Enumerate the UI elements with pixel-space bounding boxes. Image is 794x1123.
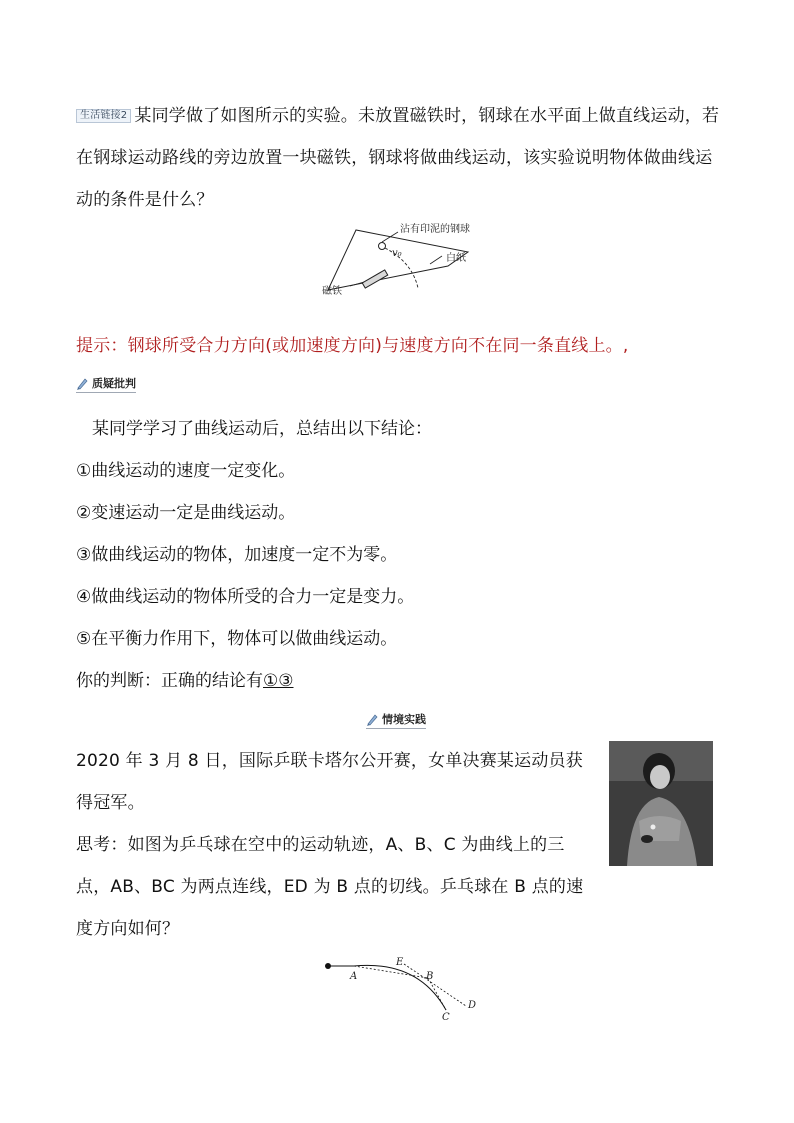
judgement-answer: ①③ xyxy=(263,671,294,691)
section-header-context xyxy=(366,711,426,729)
conclusion-item-5: ⑤在平衡力作用下，物体可以做曲线运动。 xyxy=(76,629,398,649)
life-link-paragraph xyxy=(76,95,721,221)
magnet-experiment-figure xyxy=(300,218,490,300)
judgement-prefix: 你的判断：正确的结论有 xyxy=(76,671,263,691)
trajectory-figure xyxy=(318,952,488,1024)
context-paragraph-2: 思考：如图为乒乓球在空中的运动轨迹，A、B、C 为曲线上的三点，AB、BC 为两点连线，ED 为 B 点的切线。乒乓球在 B 点的速度方向如何？ xyxy=(76,835,584,939)
life-link-tag: 生活链接2 xyxy=(76,109,131,123)
conclusion-item-3: ③做曲线运动的物体，加速度一定不为零。 xyxy=(76,545,398,565)
paper-label: 白纸 xyxy=(446,253,466,264)
ball-label: 沾有印泥的钢球 xyxy=(400,224,470,235)
context-paragraph-1: 2020 年 3 月 8 日，国际乒联卡塔尔公开赛，女单决赛某运动员获得冠军。 xyxy=(76,751,583,813)
point-c-label: C xyxy=(442,1012,450,1023)
conclusion-item-1: ①曲线运动的速度一定变化。 xyxy=(76,461,296,481)
point-d-label: D xyxy=(468,1000,477,1011)
section-header-question xyxy=(76,375,136,393)
conclusion-item-2: ②变速运动一定是曲线运动。 xyxy=(76,503,296,523)
point-e-label: E xyxy=(396,957,404,968)
hint-text: 提示：钢球所受合力方向(或加速度方向)与速度方向不在同一条直线上。, xyxy=(76,336,629,356)
athlete-photo xyxy=(609,741,713,866)
point-b-label: B xyxy=(426,971,434,982)
steel-ball xyxy=(379,243,386,250)
pen-icon xyxy=(76,376,90,390)
conclusion-item-4: ④做曲线运动的物体所受的合力一定是变力。 xyxy=(76,587,415,607)
tangent-ed xyxy=(404,964,466,1006)
life-link-text: 某同学做了如图所示的实验。未放置磁铁时，钢球在水平面上做直线运动，若在钢球运动路线的旁边放置一块磁铁，钢球将做曲线运动，该实验说明物体做曲线运动的条件是什么？ xyxy=(76,106,720,210)
velocity-label: v₀ xyxy=(392,248,402,259)
pen-icon xyxy=(366,712,380,726)
magnet-label: 磁铁 xyxy=(322,286,342,297)
point-a-label: A xyxy=(350,971,358,982)
judgement-line xyxy=(76,669,293,693)
conclusion-intro: 某同学学习了曲线运动后，总结出以下结论： xyxy=(92,419,432,439)
section-title-question: 质疑批判 xyxy=(92,377,136,390)
section-title-context: 情境实践 xyxy=(382,713,426,726)
